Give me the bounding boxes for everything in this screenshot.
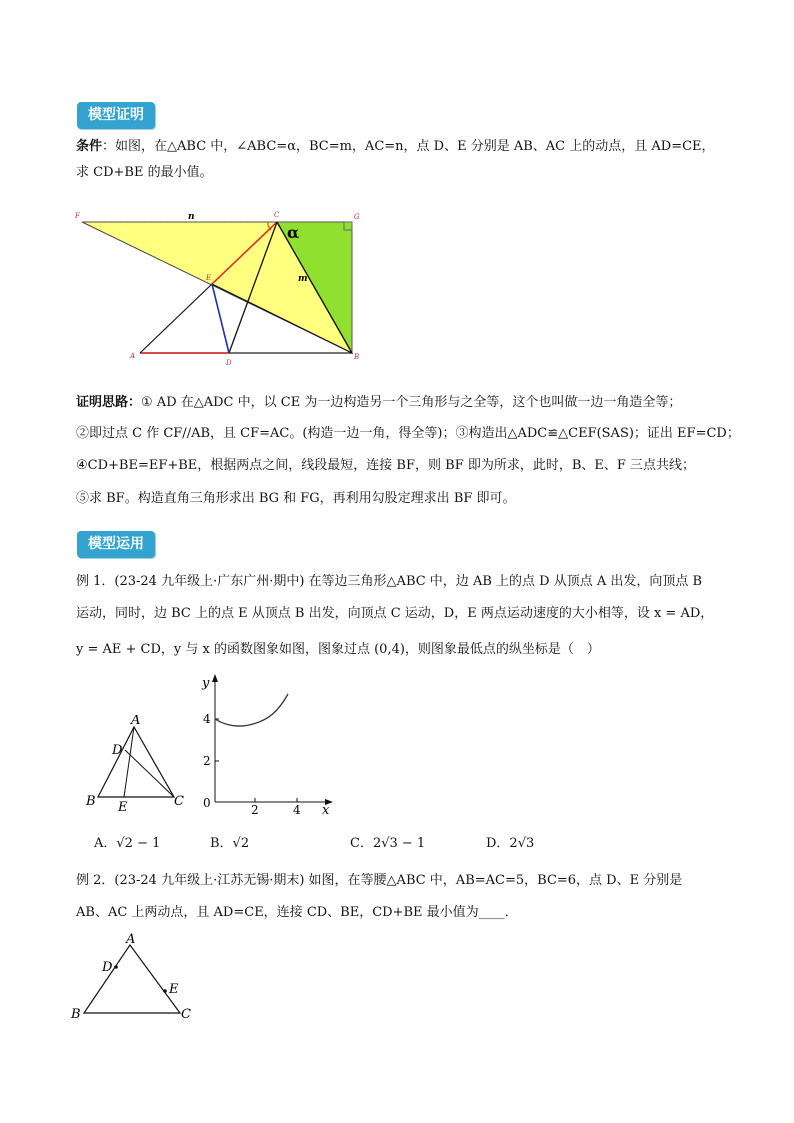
origin-label: 0: [203, 796, 211, 810]
example1-function-graph: [198, 672, 348, 817]
example2-line-1: 例 2．(23-24 九年级上·江苏无锡·期末) 如图，在等腰△ABC 中，AB=AC=5，BC=6，点 D、E 分别是: [76, 873, 683, 888]
point-d-dot: [114, 965, 118, 969]
proof-line-3: ④CD+BE=EF+BE，根据两点之间，线段最短，连接 BF，则 BF 即为所求，此时，B、E、F 三点共线；: [76, 458, 696, 473]
x-tick-label-4: 4: [293, 803, 301, 817]
point-label-f: F: [75, 212, 80, 220]
proof-text-1: ① AD 在△ADC 中，以 CE 为一边构造另一个三角形与之全等，这个也叫做一边一角造全等；: [141, 395, 682, 410]
proof-line-1: [76, 393, 681, 413]
point-label-e: E: [118, 800, 128, 815]
point-label-d: D: [112, 743, 123, 758]
proof-label: 证明思路：: [76, 395, 142, 410]
example1-line-3: y = AE + CD，y 与 x 的函数图象如图，图象过点 (0,4)，则图象最低点的纵坐标是（ ）: [76, 642, 600, 657]
example1-line-1: 例 1．(23-24 九年级上·广东广州·期中) 在等边三角形△ABC 中，边 AB 上的点 D 从顶点 A 出发，向顶点 B: [76, 574, 703, 589]
condition-text-1: ：如图，在△ABC 中，∠ABC=α，BC=m，AC=n，点 D、E 分别是 AB、AC 上的动点，且 AD=CE，: [102, 139, 715, 154]
option-a[interactable]: A．√2 − 1: [94, 836, 161, 851]
y-axis-label: y: [202, 676, 210, 691]
point-label-a: A: [126, 933, 136, 947]
condition-label: 条件: [76, 139, 103, 154]
example1-line-2: 运动，同时，边 BC 上的点 E 从顶点 B 出发，向顶点 C 运动，D，E 两点运动速度的大小相等，设 x = AD，: [76, 606, 714, 621]
condition-line-2: 求 CD+BE 的最小值。: [76, 165, 213, 180]
angle-label-alpha: α: [287, 223, 300, 242]
side-label-m: m: [298, 274, 308, 284]
point-label-e: E: [169, 982, 179, 997]
point-label-c: C: [274, 211, 280, 219]
point-label-a: A: [131, 715, 141, 728]
option-b[interactable]: B．√2: [210, 836, 250, 851]
point-label-b: B: [354, 353, 360, 361]
x-tick-label-2: 2: [251, 803, 259, 817]
option-d[interactable]: D．2√3: [486, 836, 535, 851]
section-badge-application: 模型运用: [77, 531, 155, 558]
y-tick-label-4: 4: [203, 712, 211, 726]
example1-triangle-figure: [82, 715, 192, 815]
function-curve: [215, 694, 288, 726]
section-badge-proof: 模型证明: [77, 102, 155, 129]
y-tick-label-2: 2: [203, 754, 211, 768]
segment-cd: [125, 750, 174, 797]
option-c[interactable]: C．2√3 − 1: [350, 836, 426, 851]
x-axis-label: x: [322, 803, 330, 817]
side-label-n: n: [188, 212, 195, 222]
example2-line-2: AB、AC 上两动点，且 AD=CE，连接 CD、BE，CD+BE 最小值为____．: [76, 905, 518, 920]
point-label-a: A: [130, 352, 136, 360]
triangle-abc: [84, 945, 180, 1013]
example2-triangle-figure: [68, 933, 198, 1023]
point-label-d: D: [102, 960, 113, 975]
point-label-d: D: [226, 359, 232, 367]
proof-line-4: ⑤求 BF。构造直角三角形求出 BG 和 FG，再利用勾股定理求出 BF 即可。: [76, 491, 516, 506]
y-axis-arrow: [212, 674, 218, 682]
point-label-g: G: [354, 213, 360, 221]
point-label-c: C: [181, 1007, 191, 1022]
segment-ed-blue: [212, 284, 229, 353]
point-label-b: B: [86, 794, 96, 809]
point-e-dot: [163, 989, 167, 993]
proof-line-2: ②即过点 C 作 CF//AB，且 CF=AC。(构造一边一角，得全等)；③构造出△ADC≌△CEF(SAS)；证出 EF=CD；: [76, 426, 740, 441]
point-label-e: E: [206, 274, 212, 282]
proof-figure: [72, 208, 372, 368]
point-label-c: C: [174, 794, 184, 809]
segment-ae: [140, 284, 212, 353]
condition-line-1: [76, 137, 715, 157]
point-label-b: B: [71, 1007, 81, 1022]
